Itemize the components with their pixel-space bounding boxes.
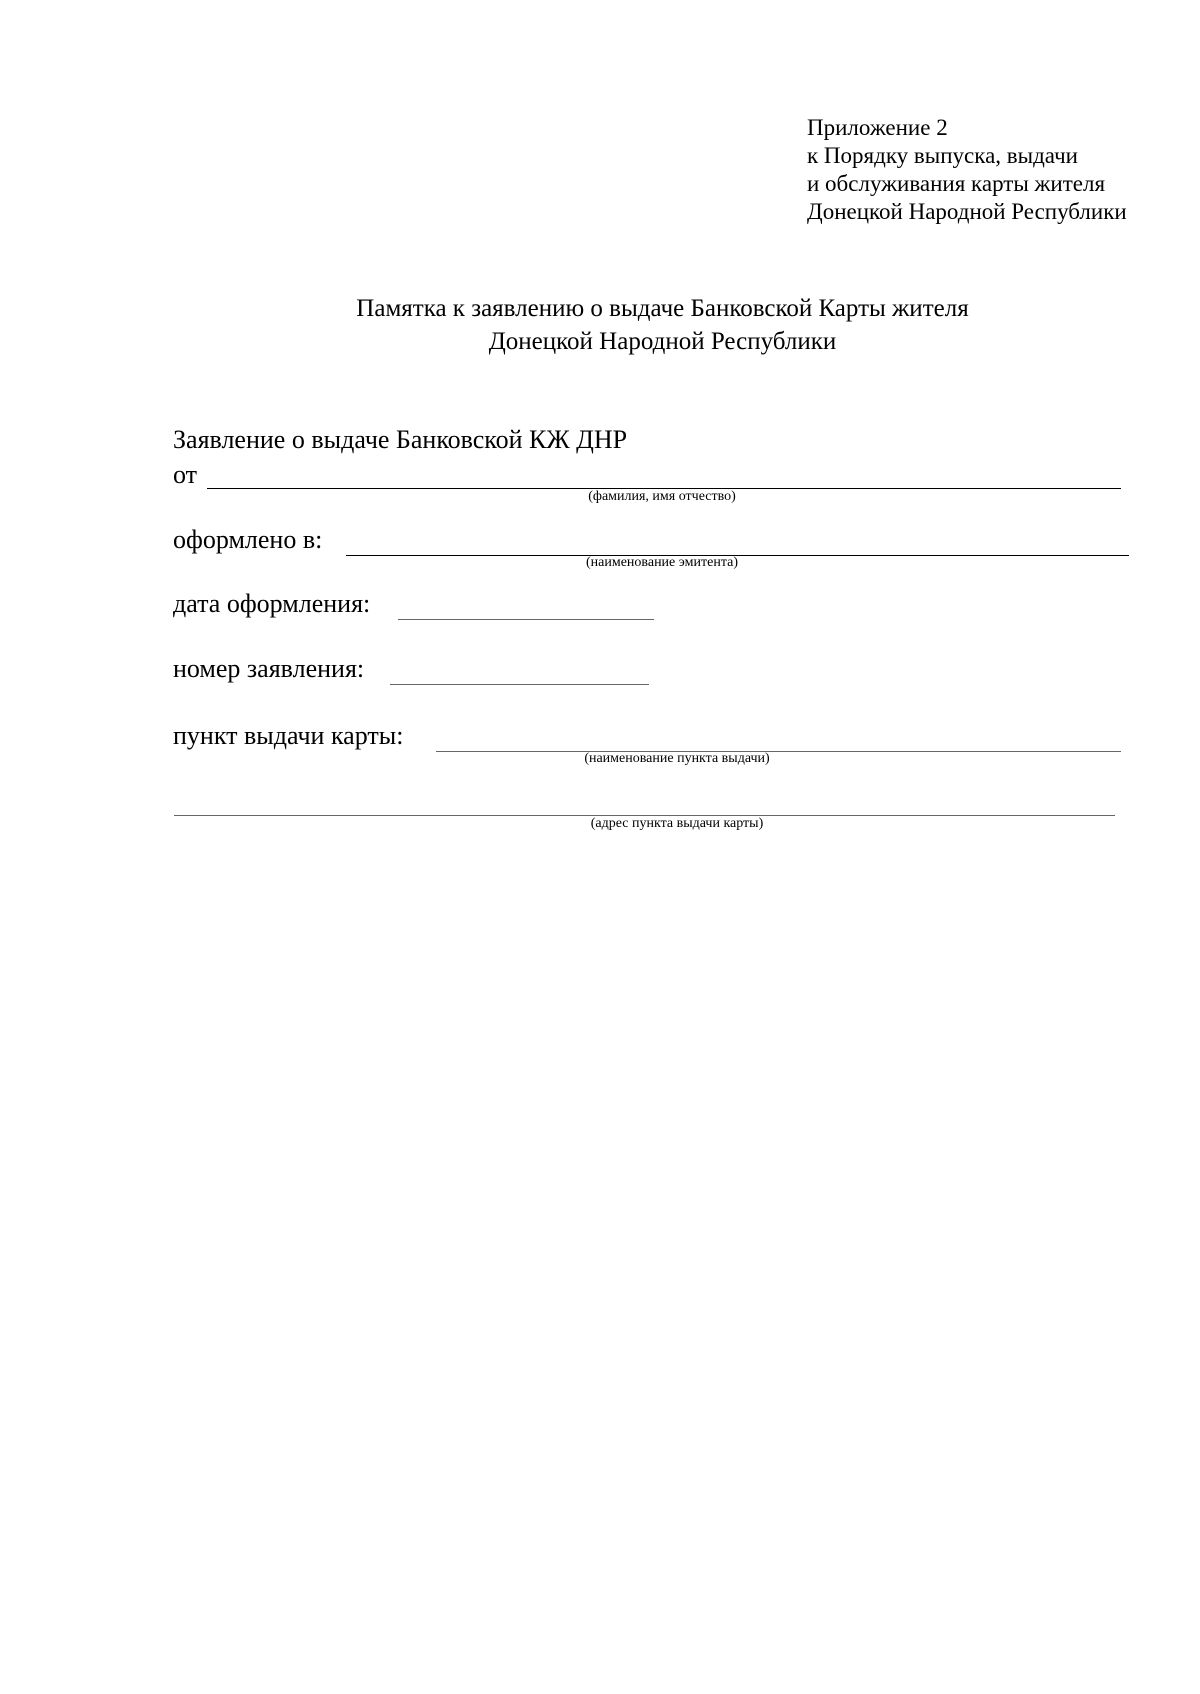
number-field-line[interactable] <box>390 684 649 685</box>
document-title-line2: Донецкой Народной Республики <box>488 328 837 355</box>
issued-label: оформлено в: <box>173 525 323 554</box>
date-field-line[interactable] <box>398 619 654 620</box>
from-label: от <box>173 460 198 489</box>
number-label: номер заявления: <box>173 654 365 683</box>
point-caption: (наименование пункта выдачи) <box>584 751 770 766</box>
document-title-line1: Памятка к заявлению о выдаче Банковской Карты жителя <box>356 295 969 322</box>
issued-caption: (наименование эмитента) <box>586 555 738 570</box>
appendix-line: и обслуживания карты жителя <box>807 171 1106 196</box>
appendix-line: Приложение 2 <box>807 115 948 140</box>
from-caption: (фамилия, имя отчество) <box>588 489 736 504</box>
appendix-line: Донецкой Народной Республики <box>807 199 1127 224</box>
appendix-line: к Порядку выпуска, выдачи <box>807 143 1078 168</box>
address-caption: (адрес пункта выдачи карты) <box>590 816 764 831</box>
point-label: пункт выдачи карты: <box>173 721 404 750</box>
date-label: дата оформления: <box>173 589 371 618</box>
form-heading: Заявление о выдаче Банковской КЖ ДНР <box>173 425 628 454</box>
